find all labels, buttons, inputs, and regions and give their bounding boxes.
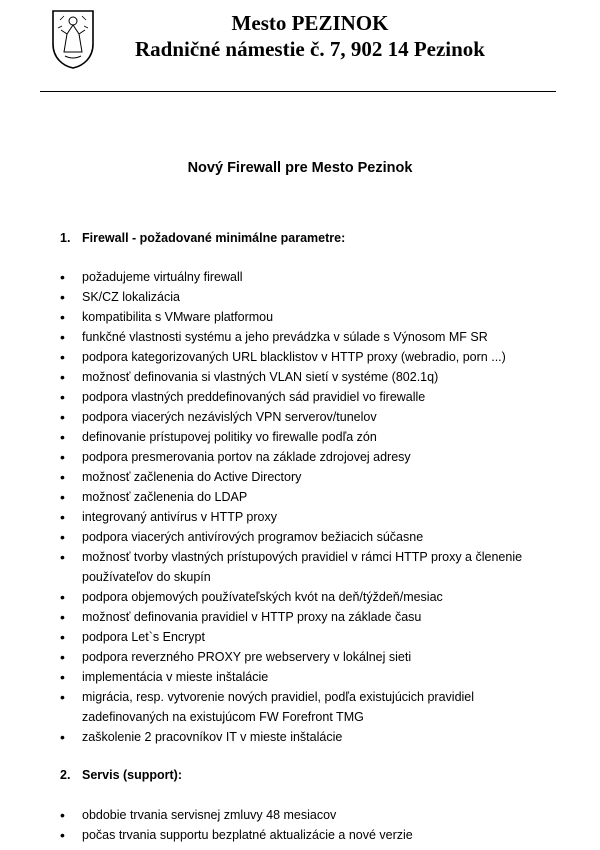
letterhead-address: Radničné námestie č. 7, 902 14 Pezinok — [135, 37, 485, 61]
list-item: • podpora viacerých nezávislých VPN serverov/tunelov — [60, 407, 540, 427]
letterhead — [0, 0, 600, 100]
section-title: Firewall - požadované minimálne parametre: — [82, 231, 346, 245]
list-item: • podpora Let`s Encrypt — [60, 627, 540, 647]
section-number: 2. — [60, 768, 71, 782]
firewall-requirements-list — [60, 267, 540, 747]
list-item: • podpora presmerovania portov na základe zdrojovej adresy — [60, 447, 540, 467]
list-item: • SK/CZ lokalizácia — [60, 287, 540, 307]
list-item: • migrácia, resp. vytvorenie nových pravidiel, podľa existujúcich pravidiel zadefinovaných na existujúcom FW Forefront TMG — [60, 687, 540, 727]
list-item: • definovanie prístupovej politiky vo firewalle podľa zón — [60, 427, 540, 447]
list-item: • funkčné vlastnosti systému a jeho prevádzka v súlade s Výnosom MF SR — [60, 327, 540, 347]
list-item: • podpora kategorizovaných URL blacklistov v HTTP proxy (webradio, porn ...) — [60, 347, 540, 367]
list-item: • podpora reverzného PROXY pre webservery v lokálnej sieti — [60, 647, 540, 667]
list-item: • podpora objemových používateľských kvót na deň/týždeň/mesiac — [60, 587, 540, 607]
document-title: Nový Firewall pre Mesto Pezinok — [187, 160, 413, 176]
list-item: • možnosť definovania si vlastných VLAN sietí v systéme (802.1q) — [60, 367, 540, 387]
section-heading-1 — [60, 231, 345, 245]
list-item: • podpora viacerých antivírových programov bežiacich súčasne — [60, 527, 540, 547]
list-item: • implementácia v mieste inštalácie — [60, 667, 540, 687]
letterhead-text — [110, 10, 510, 62]
list-item: • možnosť definovania pravidiel v HTTP proxy na základe času — [60, 607, 540, 627]
section-number: 1. — [60, 231, 71, 245]
letterhead-city: Mesto PEZINOK — [231, 11, 389, 35]
list-item: • integrovaný antivírus v HTTP proxy — [60, 507, 540, 527]
section-title: Servis (support): — [82, 768, 183, 782]
list-item: • obdobie trvania servisnej zmluvy 48 mesiacov — [60, 805, 540, 825]
list-item: • kompatibilita s VMware platformou — [60, 307, 540, 327]
list-item: • počas trvania supportu bezplatné aktualizácie a nové verzie — [60, 825, 540, 845]
list-item: • zaškolenie 2 pracovníkov IT v mieste inštalácie — [60, 727, 540, 747]
pezinok-coat-of-arms-icon — [50, 8, 96, 70]
list-item: • požadujeme virtuálny firewall — [60, 267, 540, 287]
list-item: • podpora vlastných preddefinovaných sád pravidiel vo firewalle — [60, 387, 540, 407]
letterhead-rule — [40, 91, 556, 92]
list-item: • možnosť tvorby vlastných prístupových pravidiel v rámci HTTP proxy a členenie používateľov do skupín — [60, 547, 540, 587]
section-heading-2 — [60, 768, 182, 782]
list-item: • možnosť začlenenia do Active Directory — [60, 467, 540, 487]
list-item: • možnosť začlenenia do LDAP — [60, 487, 540, 507]
support-requirements-list — [60, 805, 540, 845]
